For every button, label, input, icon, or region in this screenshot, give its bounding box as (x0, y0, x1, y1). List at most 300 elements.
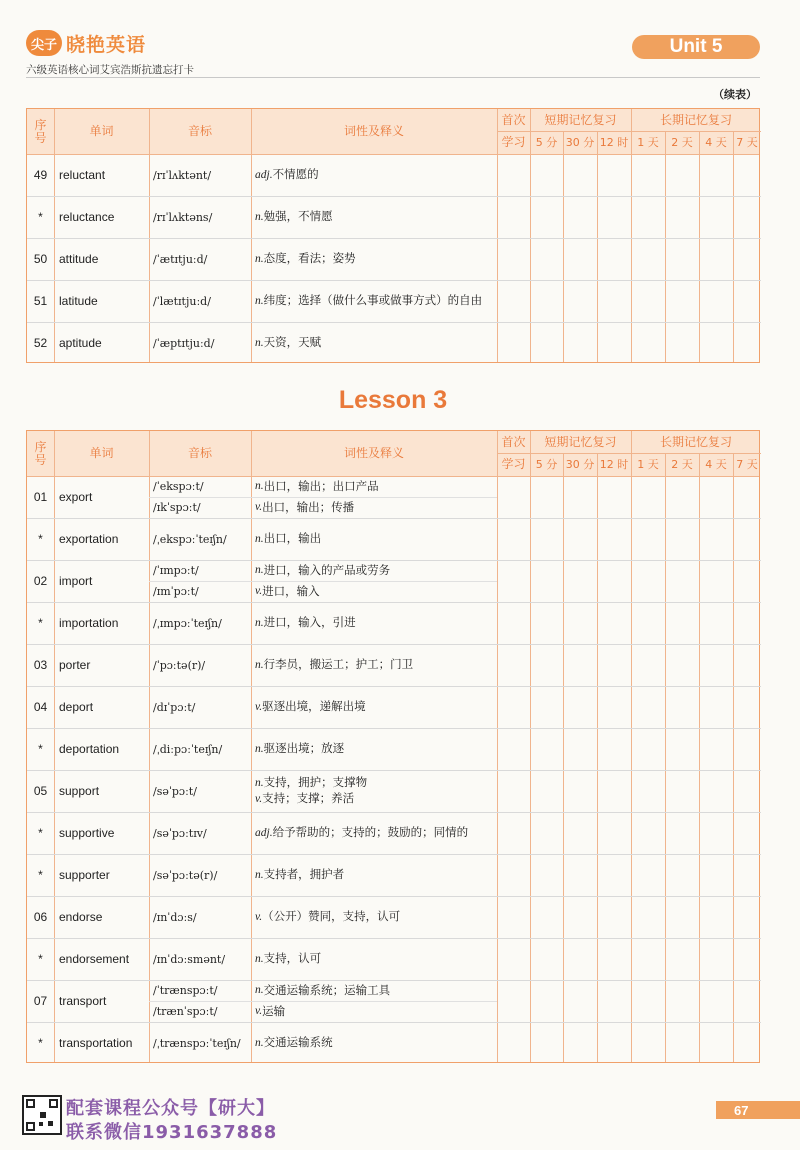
header-definition: 词性及释义 (343, 124, 404, 138)
review-checkbox[interactable] (699, 938, 733, 980)
header-phonetic: 音标 (187, 446, 212, 460)
vocab-table-lesson3 (26, 430, 760, 1063)
qr-code-icon (22, 1095, 62, 1135)
continued-label: （续表） (713, 88, 757, 101)
review-checkbox[interactable] (497, 154, 530, 196)
word-cell: support (59, 783, 100, 798)
phonetic-cell: /ˌtrænspɔːˈteɪʃn/ (153, 1036, 241, 1050)
review-checkbox[interactable] (597, 938, 631, 980)
review-checkbox[interactable] (563, 280, 597, 322)
review-checkbox[interactable] (733, 280, 761, 322)
review-checkbox[interactable] (699, 238, 733, 280)
review-checkbox[interactable] (699, 1022, 733, 1064)
definition-cell (251, 560, 505, 581)
header-d1: 1 天 (637, 458, 659, 471)
review-checkbox[interactable] (699, 560, 733, 602)
header-long-term: 长期记忆复习 (659, 112, 732, 127)
header-study: 学习 (501, 135, 526, 149)
review-checkbox[interactable] (631, 686, 665, 728)
review-checkbox[interactable] (597, 602, 631, 644)
review-checkbox[interactable] (733, 238, 761, 280)
definition-line (255, 867, 344, 883)
review-checkbox[interactable] (563, 154, 597, 196)
definition-line (255, 209, 333, 225)
word-cell: supportive (59, 825, 115, 840)
part-of-speech: v. (255, 501, 263, 513)
review-checkbox[interactable] (733, 854, 761, 896)
review-checkbox[interactable] (597, 196, 631, 238)
row-number: * (38, 825, 43, 840)
review-checkbox[interactable] (631, 518, 665, 560)
part-of-speech: n. (255, 953, 264, 965)
phonetic-cell: /ˌdiːpɔːˈteɪʃn/ (153, 742, 223, 756)
review-checkbox[interactable] (530, 686, 563, 728)
review-checkbox[interactable] (530, 1022, 563, 1064)
review-checkbox[interactable] (631, 812, 665, 854)
word-cell: transportation (59, 1035, 133, 1050)
meaning-text: 出口，输出；出口产品 (263, 479, 379, 493)
row-number: 06 (33, 909, 48, 924)
word-cell: reluctance (59, 209, 115, 224)
review-checkbox[interactable] (631, 854, 665, 896)
review-checkbox[interactable] (497, 196, 530, 238)
review-checkbox[interactable] (665, 602, 699, 644)
definition-line (255, 909, 400, 925)
part-of-speech: n. (255, 337, 264, 349)
review-checkbox[interactable] (563, 476, 597, 518)
review-checkbox[interactable] (530, 154, 563, 196)
review-checkbox[interactable] (530, 196, 563, 238)
review-checkbox[interactable] (665, 938, 699, 980)
review-checkbox[interactable] (665, 518, 699, 560)
definition-line (255, 335, 321, 351)
meaning-text: 给予帮助的；支持的；鼓励的；同情的 (272, 825, 469, 839)
header-long-term: 长期记忆复习 (659, 434, 732, 449)
review-checkbox[interactable] (530, 238, 563, 280)
review-checkbox[interactable] (631, 770, 665, 812)
definition-cell (251, 581, 505, 602)
meaning-text: 态度，看法；姿势 (263, 251, 356, 265)
row-number: 05 (33, 783, 48, 798)
review-checkbox[interactable] (563, 1022, 597, 1064)
row-number: * (38, 741, 43, 756)
review-checkbox[interactable] (563, 560, 597, 602)
review-checkbox[interactable] (563, 728, 597, 770)
definition-cell (251, 854, 497, 896)
word-cell: endorsement (59, 951, 130, 966)
definition-line (255, 1035, 333, 1051)
review-checkbox[interactable] (530, 980, 563, 1022)
review-checkbox[interactable] (563, 686, 597, 728)
review-checkbox[interactable] (733, 322, 761, 364)
sub-row-divider (149, 581, 497, 582)
lesson-title: Lesson 3 (338, 386, 448, 414)
review-checkbox[interactable] (597, 728, 631, 770)
review-checkbox[interactable] (631, 896, 665, 938)
definition-line (255, 167, 319, 183)
review-checkbox[interactable] (631, 238, 665, 280)
definition-cell (251, 497, 505, 518)
review-checkbox[interactable] (530, 770, 563, 812)
review-checkbox[interactable] (631, 938, 665, 980)
phonetic-cell: /ˈekspɔːt/ (153, 480, 204, 493)
review-checkbox[interactable] (597, 980, 631, 1022)
part-of-speech: n. (255, 295, 264, 307)
meaning-text: 行李员，搬运工；护工；门卫 (263, 657, 414, 671)
header-first: 首次 (501, 434, 526, 449)
header-d7: 7 天 (736, 136, 758, 149)
part-of-speech: n. (255, 480, 264, 492)
review-checkbox[interactable] (665, 1022, 699, 1064)
review-checkbox[interactable] (699, 518, 733, 560)
word-cell: attitude (59, 251, 99, 266)
review-checkbox[interactable] (563, 602, 597, 644)
review-checkbox[interactable] (563, 238, 597, 280)
review-checkbox[interactable] (631, 644, 665, 686)
review-checkbox[interactable] (563, 980, 597, 1022)
review-checkbox[interactable] (597, 322, 631, 364)
part-of-speech: n. (255, 984, 264, 996)
review-checkbox[interactable] (733, 644, 761, 686)
review-checkbox[interactable] (497, 896, 530, 938)
header-divider (26, 77, 760, 78)
review-checkbox[interactable] (597, 154, 631, 196)
part-of-speech: v. (255, 585, 263, 597)
review-checkbox[interactable] (563, 812, 597, 854)
part-of-speech: v. (255, 701, 263, 713)
review-checkbox[interactable] (631, 280, 665, 322)
review-checkbox[interactable] (699, 896, 733, 938)
review-checkbox[interactable] (733, 896, 761, 938)
review-checkbox[interactable] (530, 322, 563, 364)
review-checkbox[interactable] (497, 770, 530, 812)
review-checkbox[interactable] (563, 938, 597, 980)
review-checkbox[interactable] (597, 854, 631, 896)
review-checkbox[interactable] (497, 280, 530, 322)
row-number: 51 (33, 293, 48, 308)
review-checkbox[interactable] (699, 322, 733, 364)
review-checkbox[interactable] (631, 980, 665, 1022)
review-checkbox[interactable] (597, 770, 631, 812)
phonetic-cell: /ɪnˈdɔːs/ (153, 910, 197, 924)
phonetic-cell: /dɪˈpɔːt/ (153, 700, 196, 714)
definition-cell (251, 1022, 497, 1064)
review-checkbox[interactable] (597, 896, 631, 938)
review-checkbox[interactable] (631, 322, 665, 364)
part-of-speech: n. (255, 1037, 264, 1049)
definition-cell (251, 728, 497, 770)
part-of-speech: n. (255, 533, 264, 545)
definition-line (255, 293, 482, 309)
header-d4: 4 天 (705, 136, 727, 149)
meaning-text: 运输 (262, 1004, 286, 1018)
unit-badge: Unit 5 (632, 35, 760, 59)
review-checkbox[interactable] (530, 280, 563, 322)
word-cell: reluctant (59, 167, 106, 182)
definition-line (255, 615, 356, 631)
definition-cell (251, 686, 497, 728)
meaning-text: 支持，认可 (263, 951, 322, 965)
definition-line (255, 251, 356, 267)
review-checkbox[interactable] (563, 896, 597, 938)
review-checkbox[interactable] (699, 280, 733, 322)
review-checkbox[interactable] (597, 476, 631, 518)
word-cell: export (59, 489, 93, 504)
row-number: * (38, 615, 43, 630)
review-checkbox[interactable] (530, 938, 563, 980)
review-checkbox[interactable] (733, 154, 761, 196)
review-checkbox[interactable] (665, 322, 699, 364)
review-checkbox[interactable] (530, 728, 563, 770)
review-checkbox[interactable] (597, 518, 631, 560)
review-checkbox[interactable] (497, 322, 530, 364)
review-checkbox[interactable] (665, 644, 699, 686)
part-of-speech: n. (255, 659, 264, 671)
header-first: 首次 (501, 112, 526, 127)
definition-line (255, 825, 468, 841)
word-cell: latitude (59, 293, 98, 308)
review-checkbox[interactable] (631, 560, 665, 602)
review-checkbox[interactable] (665, 854, 699, 896)
header-short-term: 短期记忆复习 (544, 112, 617, 127)
review-checkbox[interactable] (733, 1022, 761, 1064)
review-checkbox[interactable] (530, 896, 563, 938)
row-number: 02 (33, 573, 48, 588)
review-checkbox[interactable] (597, 812, 631, 854)
review-checkbox[interactable] (497, 518, 530, 560)
row-number: * (38, 951, 43, 966)
review-checkbox[interactable] (733, 518, 761, 560)
review-checkbox[interactable] (530, 518, 563, 560)
word-cell: exportation (59, 531, 119, 546)
row-number: 07 (33, 993, 48, 1008)
review-checkbox[interactable] (665, 770, 699, 812)
phonetic-cell: /ˌekspɔːˈteɪʃn/ (153, 532, 227, 546)
meaning-text: 出口，输出 (263, 531, 322, 545)
part-of-speech: v. (255, 793, 263, 805)
review-checkbox[interactable] (497, 1022, 530, 1064)
review-checkbox[interactable] (530, 602, 563, 644)
phonetic-cell: /səˈpɔːtɪv/ (153, 826, 207, 840)
review-checkbox[interactable] (563, 196, 597, 238)
header-h12: 12 时 (599, 458, 629, 471)
header-no: 序号 (34, 117, 47, 145)
definition-line (255, 741, 344, 757)
review-checkbox[interactable] (497, 644, 530, 686)
review-checkbox[interactable] (597, 560, 631, 602)
row-number: * (38, 531, 43, 546)
review-checkbox[interactable] (497, 476, 530, 518)
part-of-speech: adj. (255, 169, 273, 181)
word-cell: aptitude (59, 335, 102, 350)
part-of-speech: n. (255, 777, 264, 789)
definition-cell (251, 896, 497, 938)
review-checkbox[interactable] (563, 644, 597, 686)
part-of-speech: n. (255, 253, 264, 265)
part-of-speech: n. (255, 617, 264, 629)
header-d2: 2 天 (671, 458, 693, 471)
review-checkbox[interactable] (530, 476, 563, 518)
row-number: 49 (33, 167, 48, 182)
review-checkbox[interactable] (699, 686, 733, 728)
definition-cell (251, 238, 497, 280)
review-checkbox[interactable] (699, 980, 733, 1022)
row-number: 01 (33, 489, 48, 504)
promo-line-1: 配套课程公众号【研大】 (66, 1098, 275, 1119)
review-checkbox[interactable] (699, 770, 733, 812)
review-checkbox[interactable] (699, 196, 733, 238)
part-of-speech: n. (255, 743, 264, 755)
review-checkbox[interactable] (530, 560, 563, 602)
review-checkbox[interactable] (699, 476, 733, 518)
phonetic-cell: /səˈpɔːtə(r)/ (153, 868, 218, 882)
definition-cell (251, 154, 497, 196)
meaning-text: 交通运输系统；运输工具 (263, 983, 391, 997)
review-checkbox[interactable] (631, 154, 665, 196)
row-number: * (38, 209, 43, 224)
review-checkbox[interactable] (597, 280, 631, 322)
review-checkbox[interactable] (733, 980, 761, 1022)
review-checkbox[interactable] (631, 728, 665, 770)
word-cell: porter (59, 657, 91, 672)
sub-row-divider (149, 497, 497, 498)
row-number: * (38, 1035, 43, 1050)
review-checkbox[interactable] (563, 322, 597, 364)
meaning-text: 出口，输出；传播 (262, 500, 355, 514)
review-checkbox[interactable] (733, 770, 761, 812)
meaning-text: 驱逐出境，递解出境 (262, 699, 366, 713)
phonetic-cell: /ɪmˈpɔːt/ (153, 585, 199, 598)
review-checkbox[interactable] (597, 238, 631, 280)
header-definition: 词性及释义 (343, 446, 404, 460)
review-checkbox[interactable] (497, 602, 530, 644)
definition-cell (251, 644, 497, 686)
review-checkbox[interactable] (497, 854, 530, 896)
review-checkbox[interactable] (631, 476, 665, 518)
review-checkbox[interactable] (665, 280, 699, 322)
review-checkbox[interactable] (497, 812, 530, 854)
header-study: 学习 (501, 457, 526, 471)
definition-cell (251, 812, 497, 854)
meaning-text: 交通运输系统 (263, 1035, 333, 1049)
meaning-text: 进口，输入的产品或劳务 (263, 563, 391, 577)
review-checkbox[interactable] (497, 238, 530, 280)
review-checkbox[interactable] (665, 980, 699, 1022)
header-m30: 30 分 (565, 458, 595, 471)
review-checkbox[interactable] (665, 728, 699, 770)
review-checkbox[interactable] (733, 560, 761, 602)
definition-line (255, 775, 367, 791)
phonetic-cell: /ˈɪmpɔːt/ (153, 564, 199, 577)
review-checkbox[interactable] (665, 560, 699, 602)
header-m5: 5 分 (535, 458, 558, 471)
review-checkbox[interactable] (733, 812, 761, 854)
review-checkbox[interactable] (530, 812, 563, 854)
header-m30: 30 分 (565, 136, 595, 149)
review-checkbox[interactable] (497, 980, 530, 1022)
review-checkbox[interactable] (631, 602, 665, 644)
review-checkbox[interactable] (665, 196, 699, 238)
review-checkbox[interactable] (733, 938, 761, 980)
review-checkbox[interactable] (733, 602, 761, 644)
review-checkbox[interactable] (699, 812, 733, 854)
definition-line (255, 657, 413, 673)
review-checkbox[interactable] (665, 238, 699, 280)
definition-cell (251, 1001, 505, 1022)
definition-cell (251, 280, 497, 322)
review-checkbox[interactable] (497, 938, 530, 980)
review-checkbox[interactable] (563, 518, 597, 560)
brand-logo: 尖子 (26, 30, 62, 56)
review-checkbox[interactable] (699, 644, 733, 686)
review-checkbox[interactable] (699, 154, 733, 196)
review-checkbox[interactable] (665, 812, 699, 854)
word-cell: deport (59, 699, 94, 714)
review-checkbox[interactable] (699, 728, 733, 770)
review-checkbox[interactable] (733, 196, 761, 238)
review-checkbox[interactable] (530, 644, 563, 686)
meaning-text: 驱逐出境；放逐 (263, 741, 345, 755)
meaning-text: 勉强，不情愿 (263, 209, 333, 223)
review-checkbox[interactable] (699, 854, 733, 896)
review-checkbox[interactable] (597, 686, 631, 728)
definition-cell (251, 602, 497, 644)
review-checkbox[interactable] (699, 602, 733, 644)
row-number: 04 (33, 699, 48, 714)
review-checkbox[interactable] (733, 728, 761, 770)
review-checkbox[interactable] (665, 154, 699, 196)
review-checkbox[interactable] (665, 476, 699, 518)
part-of-speech: v. (255, 911, 263, 923)
review-checkbox[interactable] (530, 854, 563, 896)
promo-line-2: 联系微信1931637888 (66, 1122, 278, 1143)
review-checkbox[interactable] (631, 1022, 665, 1064)
phonetic-cell: /ˈlætɪtjuːd/ (153, 294, 211, 308)
header-h12: 12 时 (599, 136, 629, 149)
review-checkbox[interactable] (563, 770, 597, 812)
word-cell: deportation (59, 741, 120, 756)
row-number: * (38, 867, 43, 882)
review-checkbox[interactable] (597, 1022, 631, 1064)
meaning-text: 进口，输入 (262, 584, 320, 598)
phonetic-cell: /ɪnˈdɔːsmənt/ (153, 952, 226, 966)
vocab-table-continued (26, 108, 760, 363)
header-phonetic: 音标 (187, 124, 212, 138)
review-checkbox[interactable] (665, 896, 699, 938)
header-word: 单词 (89, 446, 114, 460)
review-checkbox[interactable] (665, 686, 699, 728)
header-no: 序号 (34, 439, 47, 467)
part-of-speech: n. (255, 211, 264, 223)
review-checkbox[interactable] (597, 644, 631, 686)
review-checkbox[interactable] (631, 196, 665, 238)
meaning-text: 支持者，拥护者 (263, 867, 345, 881)
word-cell: import (59, 573, 93, 588)
meaning-text: 支持；支撑；养活 (262, 791, 355, 805)
review-checkbox[interactable] (563, 854, 597, 896)
review-checkbox[interactable] (733, 476, 761, 518)
review-checkbox[interactable] (497, 560, 530, 602)
review-checkbox[interactable] (497, 728, 530, 770)
header-d2: 2 天 (671, 136, 693, 149)
definition-cell (251, 980, 505, 1001)
phonetic-cell: /ˈæptɪtjuːd/ (153, 336, 215, 350)
definition-cell (251, 770, 497, 812)
meaning-text: （公开）赞同，支持，认可 (262, 909, 401, 923)
review-checkbox[interactable] (733, 686, 761, 728)
row-number: 50 (33, 251, 48, 266)
review-checkbox[interactable] (497, 686, 530, 728)
